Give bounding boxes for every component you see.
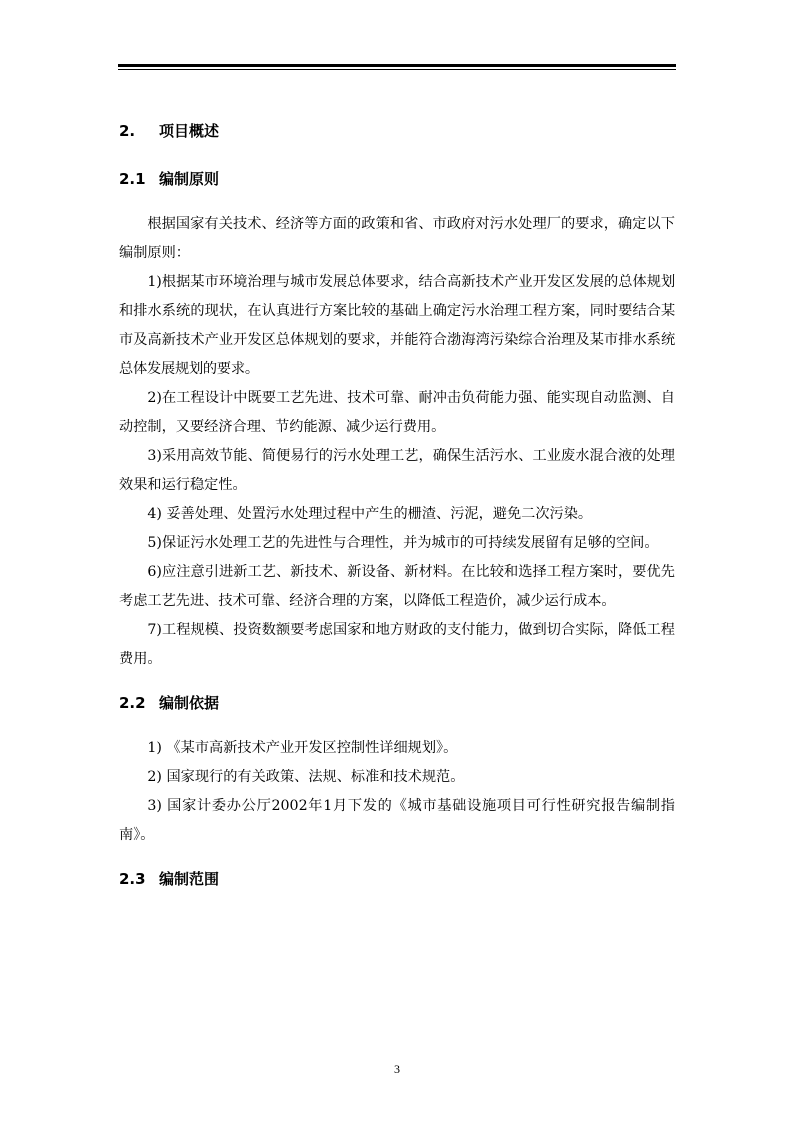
principle-item-3: 3)采用高效节能、简便易行的污水处理工艺，确保生活污水、工业废水混合液的处理效果和运行稳定性。 xyxy=(119,448,675,493)
subsection-heading-2-1 xyxy=(119,166,675,192)
section-number: 2. xyxy=(119,122,136,140)
section-title: 项目概述 xyxy=(159,122,220,140)
subsection-title: 编制原则 xyxy=(159,170,220,188)
subsection-number: 2.2 xyxy=(119,694,146,712)
page-content xyxy=(119,118,675,910)
principle-item-1: 1)根据某市环境治理与城市发展总体要求，结合高新技术产业开发区发展的总体规划和排水系统的现状，在认真进行方案比较的基础上确定污水治理工程方案，同时要结合某市及高新技术产业开发区总体规划的要求，并能符合渤海湾污染综合治理及某市排水系统总体发展规划的要求。 xyxy=(119,274,675,377)
basis-item-1: 1) 《某市高新技术产业开发区控制性详细规划》。 xyxy=(147,740,458,756)
principle-item-4: 4) 妥善处理、处置污水处理过程中产生的栅渣、污泥，避免二次污染。 xyxy=(147,506,593,522)
section-heading xyxy=(119,118,675,144)
basis-item-2: 2) 国家现行的有关政策、法规、标准和技术规范。 xyxy=(147,769,465,785)
principle-item-5: 5)保证污水处理工艺的先进性与合理性，并为城市的可持续发展留有足够的空间。 xyxy=(147,535,659,551)
principle-item-6: 6)应注意引进新工艺、新技术、新设备、新材料。在比较和选择工程方案时，要优先考虑工艺先进、技术可靠、经济合理的方案，以降低工程造价，减少运行成本。 xyxy=(119,564,675,609)
subsection-number: 2.1 xyxy=(119,170,146,188)
principles-intro: 根据国家有关技术、经济等方面的政策和省、市政府对污水处理厂的要求，确定以下编制原则： xyxy=(119,216,675,261)
header-rule-thick xyxy=(118,64,676,67)
subsection-title: 编制范围 xyxy=(159,870,220,888)
subsection-heading-2-3 xyxy=(119,866,675,892)
subsection-number: 2.3 xyxy=(119,870,146,888)
principle-item-2: 2)在工程设计中既要工艺先进、技术可靠、耐冲击负荷能力强、能实现自动监测、自动控制，又要经济合理、节约能源、减少运行费用。 xyxy=(119,390,675,435)
principle-item-7: 7)工程规模、投资数额要考虑国家和地方财政的支付能力，做到切合实际，降低工程费用。 xyxy=(119,622,675,667)
header-rule-thin xyxy=(118,69,676,70)
basis-item-3: 3) 国家计委办公厅2002年1月下发的《城市基础设施项目可行性研究报告编制指南》。 xyxy=(119,798,675,843)
page-number: 3 xyxy=(394,1062,400,1076)
subsection-heading-2-2 xyxy=(119,690,675,716)
subsection-title: 编制依据 xyxy=(159,694,220,712)
